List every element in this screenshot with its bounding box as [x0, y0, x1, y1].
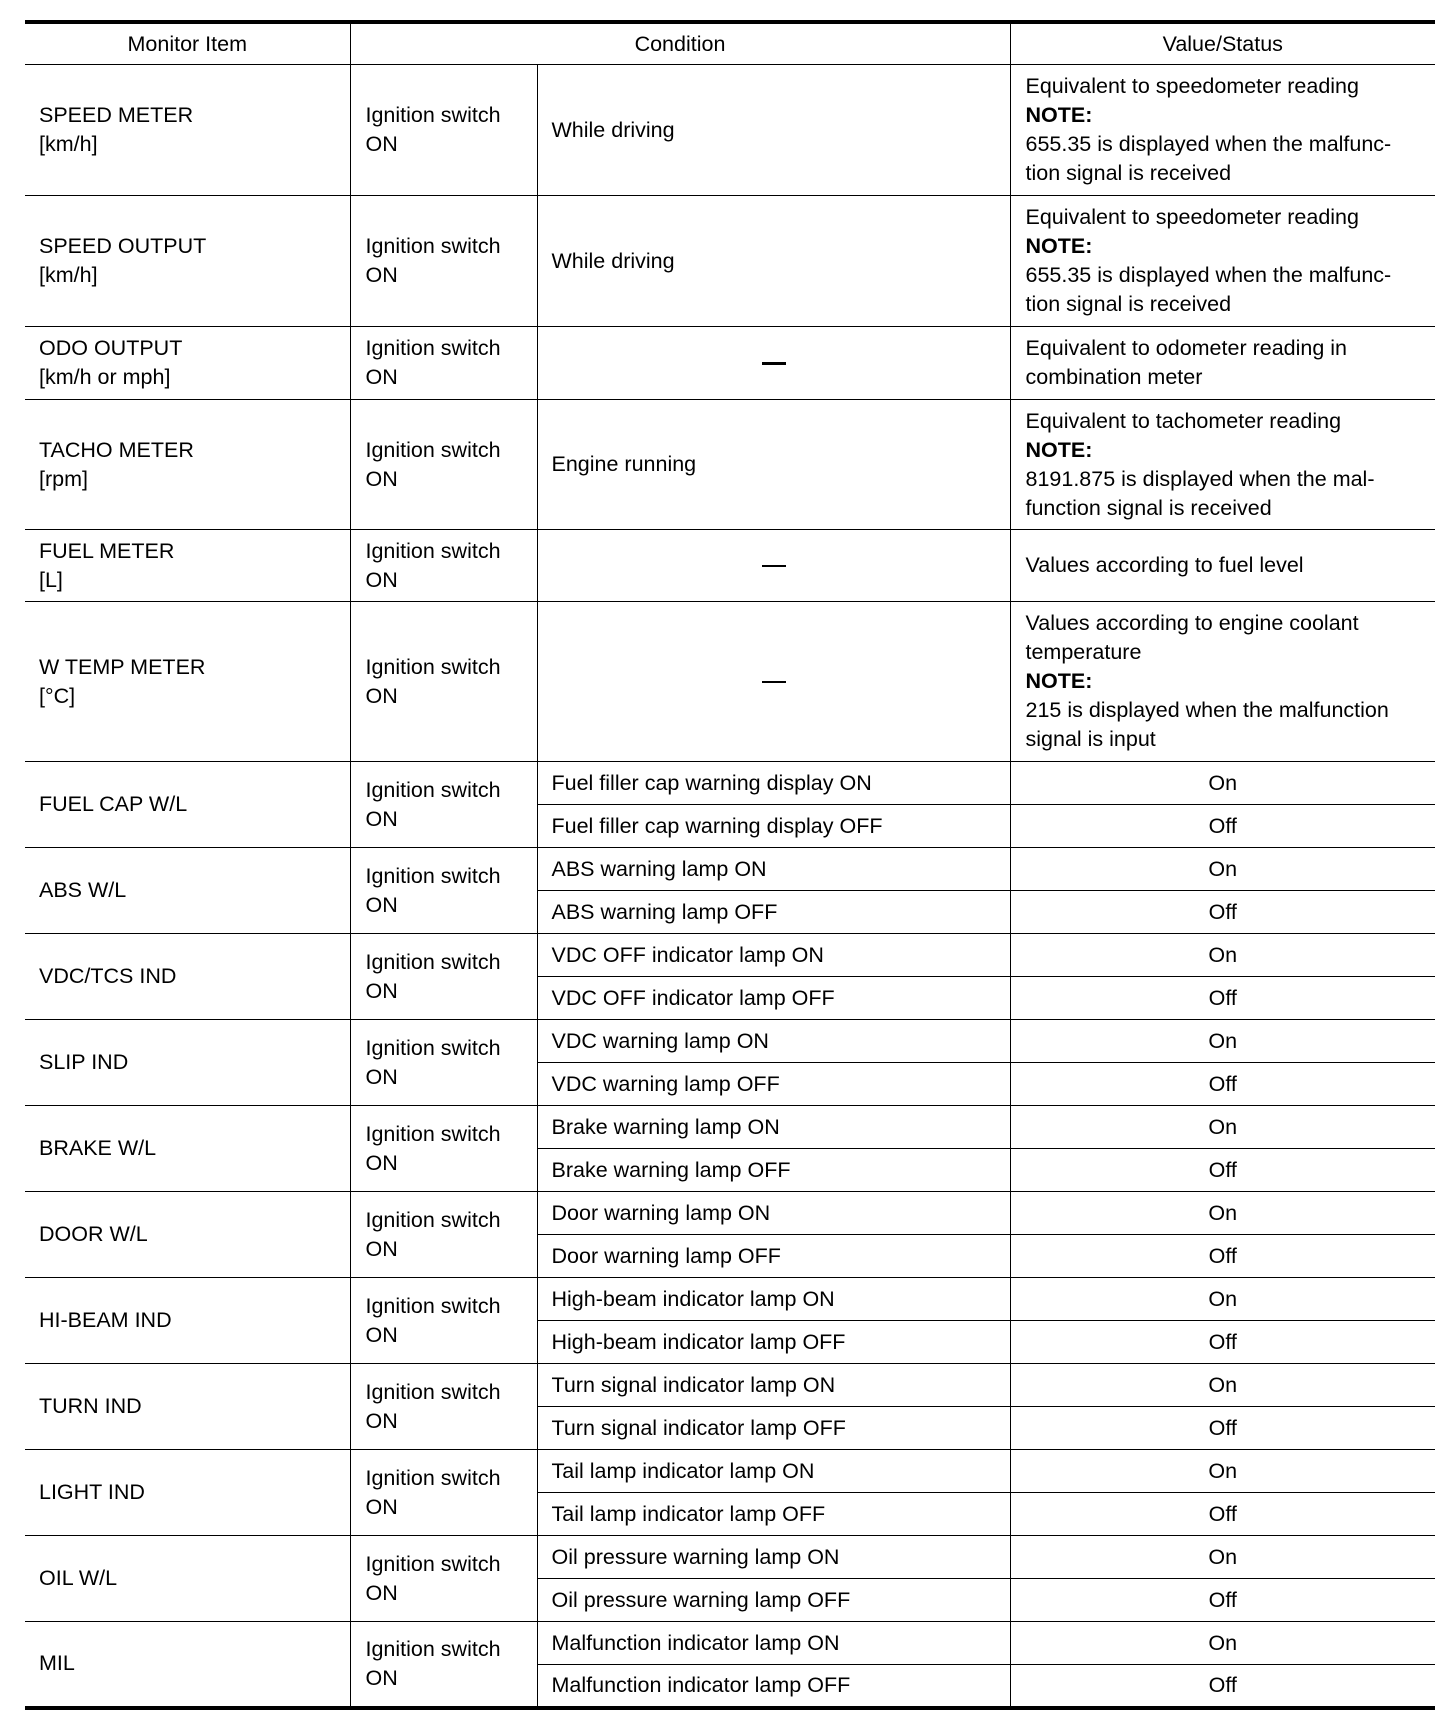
- condition-on-cell: Malfunction indicator lamp ON: [537, 1622, 1010, 1665]
- ignition-cell: [350, 1278, 537, 1364]
- table-row: [25, 1622, 1435, 1665]
- ignition-line2: ON: [365, 806, 398, 831]
- ignition-line1: Ignition switch: [365, 437, 501, 462]
- ignition-line2: ON: [365, 365, 398, 389]
- condition-off-cell: Tail lamp indicator lamp OFF: [537, 1493, 1010, 1536]
- monitor-item-cell: BRAKE W/L: [25, 1106, 350, 1192]
- ignition-line2: ON: [365, 892, 398, 917]
- condition-cell-empty: [537, 602, 1010, 762]
- condition-on-cell: Oil pressure warning lamp ON: [537, 1536, 1010, 1579]
- dash-mark: [762, 362, 786, 365]
- note-text-line2: tion signal is received: [1025, 161, 1232, 185]
- condition-off-cell: Malfunction indicator lamp OFF: [537, 1665, 1010, 1708]
- ignition-line2: ON: [365, 1408, 398, 1433]
- monitor-item-unit: [rpm]: [39, 466, 88, 491]
- condition-off-cell: VDC warning lamp OFF: [537, 1063, 1010, 1106]
- monitor-item-name: W TEMP METER: [39, 654, 206, 679]
- ignition-cell: [350, 1020, 537, 1106]
- value-text: Equivalent to speedometer reading: [1025, 74, 1359, 98]
- ignition-line2: ON: [365, 1064, 398, 1089]
- status-on-cell: On: [1010, 1278, 1435, 1321]
- monitor-item-cell: TURN IND: [25, 1364, 350, 1450]
- status-on-cell: On: [1010, 1192, 1435, 1235]
- condition-off-cell: Turn signal indicator lamp OFF: [537, 1407, 1010, 1450]
- ignition-cell: [350, 848, 537, 934]
- ignition-line1: Ignition switch: [365, 1379, 501, 1404]
- table-row: [25, 1536, 1435, 1579]
- status-on-cell: On: [1010, 762, 1435, 805]
- status-off-cell: Off: [1010, 1149, 1435, 1192]
- table-row: [25, 327, 1435, 400]
- value-text-line2: temperature: [1025, 640, 1142, 664]
- value-text: Equivalent to speedometer reading: [1025, 205, 1359, 229]
- status-on-cell: On: [1010, 1106, 1435, 1149]
- status-on-cell: On: [1010, 1450, 1435, 1493]
- condition-on-cell: VDC warning lamp ON: [537, 1020, 1010, 1063]
- table-row: [25, 1278, 1435, 1321]
- status-on-cell: On: [1010, 1622, 1435, 1665]
- ignition-line1: Ignition switch: [365, 1207, 501, 1232]
- value-text-line1: Equivalent to odometer reading in: [1025, 336, 1348, 360]
- table-row: [25, 1106, 1435, 1149]
- monitor-item-cell: MIL: [25, 1622, 350, 1708]
- status-off-cell: Off: [1010, 1579, 1435, 1622]
- ignition-line1: Ignition switch: [365, 538, 501, 563]
- ignition-line1: Ignition switch: [365, 1293, 501, 1318]
- status-off-cell: Off: [1010, 1321, 1435, 1364]
- lamp-rows: [25, 762, 1435, 1708]
- status-on-cell: On: [1010, 1364, 1435, 1407]
- monitor-item-name: TACHO METER: [39, 437, 194, 462]
- ignition-line1: Ignition switch: [365, 1636, 501, 1661]
- ignition-line2: ON: [365, 1150, 398, 1175]
- ignition-cell: [350, 1106, 537, 1192]
- value-text: Equivalent to tachometer reading: [1025, 408, 1342, 433]
- condition-off-cell: Brake warning lamp OFF: [537, 1149, 1010, 1192]
- ignition-line1: Ignition switch: [365, 336, 501, 360]
- note-label: NOTE:: [1025, 437, 1093, 462]
- condition-on-cell: Turn signal indicator lamp ON: [537, 1364, 1010, 1407]
- condition-on-cell: ABS warning lamp ON: [537, 848, 1010, 891]
- header-monitor-item: Monitor Item: [25, 22, 350, 65]
- value-cell: Values according to fuel level: [1010, 530, 1435, 602]
- ignition-line2: ON: [365, 683, 398, 708]
- monitor-item-cell: HI-BEAM IND: [25, 1278, 350, 1364]
- ignition-cell: [350, 327, 537, 400]
- value-text-line2: combination meter: [1025, 365, 1203, 389]
- condition-off-cell: VDC OFF indicator lamp OFF: [537, 977, 1010, 1020]
- table-row: [25, 65, 1435, 196]
- monitor-item-name: FUEL METER: [39, 538, 175, 563]
- monitor-item-unit: [km/h or mph]: [39, 365, 171, 389]
- condition-off-cell: ABS warning lamp OFF: [537, 891, 1010, 934]
- table-row: [25, 934, 1435, 977]
- condition-on-cell: Brake warning lamp ON: [537, 1106, 1010, 1149]
- ignition-line1: Ignition switch: [365, 103, 501, 127]
- ignition-line1: Ignition switch: [365, 1465, 501, 1490]
- table-row: [25, 400, 1435, 530]
- ignition-line2: ON: [365, 978, 398, 1003]
- monitor-item-cell: VDC/TCS IND: [25, 934, 350, 1020]
- ignition-line2: ON: [365, 1580, 398, 1605]
- monitor-item-cell: OIL W/L: [25, 1536, 350, 1622]
- ignition-line2: ON: [365, 132, 398, 156]
- ignition-cell: [350, 400, 537, 530]
- note-label: NOTE:: [1025, 669, 1093, 693]
- status-off-cell: Off: [1010, 1063, 1435, 1106]
- monitor-item-table: [25, 20, 1435, 1710]
- condition-off-cell: High-beam indicator lamp OFF: [537, 1321, 1010, 1364]
- ignition-line2: ON: [365, 1494, 398, 1519]
- status-off-cell: Off: [1010, 977, 1435, 1020]
- condition-off-cell: Oil pressure warning lamp OFF: [537, 1579, 1010, 1622]
- condition-on-cell: Fuel filler cap warning display ON: [537, 762, 1010, 805]
- ignition-line1: Ignition switch: [365, 949, 501, 974]
- status-on-cell: On: [1010, 934, 1435, 977]
- condition-off-cell: Door warning lamp OFF: [537, 1235, 1010, 1278]
- status-on-cell: On: [1010, 1536, 1435, 1579]
- monitor-item-cell: LIGHT IND: [25, 1450, 350, 1536]
- ignition-line2: ON: [365, 567, 398, 592]
- ignition-line1: Ignition switch: [365, 863, 501, 888]
- value-cell: [1010, 196, 1435, 327]
- condition-cell: While driving: [537, 196, 1010, 327]
- monitor-item-cell: ABS W/L: [25, 848, 350, 934]
- table-row: [25, 762, 1435, 805]
- monitor-item-cell: [25, 400, 350, 530]
- monitor-item-cell: SLIP IND: [25, 1020, 350, 1106]
- status-off-cell: Off: [1010, 805, 1435, 848]
- monitor-item-name: ODO OUTPUT: [39, 336, 183, 360]
- ignition-line1: Ignition switch: [365, 1035, 501, 1060]
- dash-mark: [762, 681, 786, 683]
- ignition-line2: ON: [365, 1665, 398, 1690]
- value-cell: [1010, 327, 1435, 400]
- ignition-cell: [350, 602, 537, 762]
- ignition-cell: [350, 1192, 537, 1278]
- ignition-line2: ON: [365, 263, 398, 287]
- condition-on-cell: Door warning lamp ON: [537, 1192, 1010, 1235]
- ignition-line1: Ignition switch: [365, 1551, 501, 1576]
- monitor-item-cell: [25, 602, 350, 762]
- monitor-item-unit: [°C]: [39, 683, 76, 708]
- note-text-line1: 215 is displayed when the malfunction: [1025, 698, 1389, 722]
- monitor-item-unit: [km/h]: [39, 132, 98, 156]
- dash-mark: [762, 565, 786, 567]
- monitor-item-name: SPEED OUTPUT: [39, 234, 207, 258]
- condition-cell: While driving: [537, 65, 1010, 196]
- note-text-line1: 8191.875 is displayed when the mal-: [1025, 466, 1375, 491]
- note-label: NOTE:: [1025, 103, 1093, 127]
- ignition-cell: [350, 65, 537, 196]
- value-cell: [1010, 400, 1435, 530]
- header-row: [25, 22, 1435, 65]
- ignition-line2: ON: [365, 1322, 398, 1347]
- table-row: [25, 602, 1435, 762]
- status-off-cell: Off: [1010, 1665, 1435, 1708]
- note-text-line1: 655.35 is displayed when the malfunc-: [1025, 263, 1392, 287]
- monitor-item-cell: FUEL CAP W/L: [25, 762, 350, 848]
- status-on-cell: On: [1010, 1020, 1435, 1063]
- table-row: [25, 848, 1435, 891]
- monitor-item-cell: [25, 196, 350, 327]
- value-cell: [1010, 65, 1435, 196]
- monitor-item-unit: [km/h]: [39, 263, 98, 287]
- status-on-cell: On: [1010, 848, 1435, 891]
- note-text-line2: tion signal is received: [1025, 292, 1232, 316]
- status-off-cell: Off: [1010, 1407, 1435, 1450]
- note-text-line2: function signal is received: [1025, 495, 1272, 520]
- condition-on-cell: High-beam indicator lamp ON: [537, 1278, 1010, 1321]
- header-value-status: Value/Status: [1010, 22, 1435, 65]
- monitor-table-container: [25, 20, 1435, 1710]
- ignition-cell: [350, 1450, 537, 1536]
- note-text-line1: 655.35 is displayed when the malfunc-: [1025, 132, 1392, 156]
- table-row: [25, 196, 1435, 327]
- condition-on-cell: VDC OFF indicator lamp ON: [537, 934, 1010, 977]
- ignition-cell: [350, 1536, 537, 1622]
- ignition-cell: [350, 1622, 537, 1708]
- table-row: [25, 1364, 1435, 1407]
- table-row: [25, 530, 1435, 602]
- monitor-item-cell: [25, 327, 350, 400]
- ignition-line1: Ignition switch: [365, 654, 501, 679]
- ignition-line1: Ignition switch: [365, 777, 501, 802]
- monitor-item-name: SPEED METER: [39, 103, 194, 127]
- monitor-item-unit: [L]: [39, 567, 63, 592]
- ignition-line1: Ignition switch: [365, 1121, 501, 1146]
- monitor-item-cell: [25, 530, 350, 602]
- table-row: [25, 1450, 1435, 1493]
- condition-on-cell: Tail lamp indicator lamp ON: [537, 1450, 1010, 1493]
- status-off-cell: Off: [1010, 1493, 1435, 1536]
- ignition-line2: ON: [365, 466, 398, 491]
- note-text-line2: signal is input: [1025, 727, 1156, 751]
- ignition-cell: [350, 530, 537, 602]
- condition-off-cell: Fuel filler cap warning display OFF: [537, 805, 1010, 848]
- status-off-cell: Off: [1010, 1235, 1435, 1278]
- note-label: NOTE:: [1025, 234, 1093, 258]
- condition-cell-empty: [537, 327, 1010, 400]
- monitor-item-cell: DOOR W/L: [25, 1192, 350, 1278]
- value-text-line1: Values according to engine coolant: [1025, 611, 1359, 635]
- ignition-cell: [350, 196, 537, 327]
- table-row: [25, 1020, 1435, 1063]
- header-condition: Condition: [350, 22, 1010, 65]
- ignition-line2: ON: [365, 1236, 398, 1261]
- ignition-cell: [350, 934, 537, 1020]
- condition-cell-empty: [537, 530, 1010, 602]
- ignition-cell: [350, 1364, 537, 1450]
- condition-cell: Engine running: [537, 400, 1010, 530]
- value-cell: [1010, 602, 1435, 762]
- monitor-item-cell: [25, 65, 350, 196]
- ignition-line1: Ignition switch: [365, 234, 501, 258]
- table-row: [25, 1192, 1435, 1235]
- status-off-cell: Off: [1010, 891, 1435, 934]
- ignition-cell: [350, 762, 537, 848]
